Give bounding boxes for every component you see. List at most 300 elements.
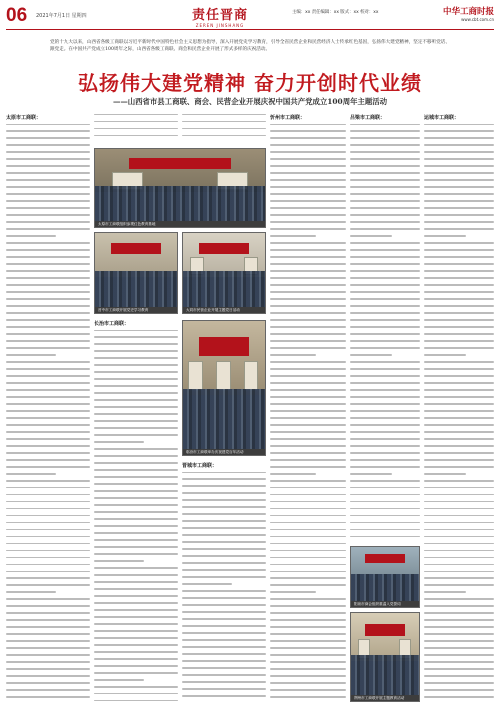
article-column-4 [270, 112, 346, 702]
section-title: 晋城市工商联： [182, 463, 218, 469]
text-line [424, 403, 494, 408]
text-line [350, 333, 420, 338]
text-line [6, 654, 90, 659]
text-line [270, 689, 346, 694]
text-line [350, 312, 420, 317]
text-line [6, 564, 90, 569]
text-line [424, 221, 494, 226]
text-line [424, 529, 494, 534]
text-line [350, 382, 420, 387]
text-line [270, 633, 346, 638]
text-line [94, 637, 178, 642]
text-line [270, 459, 346, 464]
text-line [94, 504, 178, 509]
news-photo [94, 232, 178, 314]
text-line [182, 646, 266, 651]
text-line [350, 452, 420, 457]
text-line [94, 553, 178, 558]
text-line [182, 520, 266, 525]
text-line [94, 448, 178, 453]
text-line [350, 445, 420, 450]
text-line [350, 305, 420, 310]
text-line [182, 632, 266, 637]
text-line [350, 529, 420, 534]
text-line [350, 249, 420, 254]
text-line [270, 612, 346, 617]
text-line [182, 590, 266, 595]
text-line [6, 598, 90, 603]
text-line [270, 263, 346, 268]
text-line [424, 235, 494, 240]
text-line [270, 249, 346, 254]
text-line [6, 689, 90, 694]
photo-caption: 大同市民营企业开展主题党日活动 [183, 307, 265, 313]
text-line [270, 515, 346, 520]
text-line [350, 144, 420, 149]
text-line [182, 583, 266, 588]
text-line [270, 452, 346, 457]
text-line [6, 403, 90, 408]
paper-name-en: ZEREN JINSHANG [195, 23, 245, 28]
text-line [6, 193, 90, 198]
text-line [270, 130, 346, 135]
text-line [350, 515, 420, 520]
text-line [270, 661, 346, 666]
article-column-2 [94, 112, 178, 142]
text-line [424, 172, 494, 177]
text-line [94, 588, 178, 593]
text-line [350, 508, 420, 513]
text-line [424, 654, 494, 659]
text-line [270, 522, 346, 527]
text-line [424, 319, 494, 324]
text-line [6, 529, 90, 534]
text-line [270, 438, 346, 443]
text-line [94, 700, 178, 702]
column-text [182, 114, 266, 142]
text-line [94, 532, 178, 537]
text-line [424, 347, 494, 352]
article-column-6 [424, 112, 494, 702]
text-line [6, 228, 90, 233]
text-line [424, 473, 494, 478]
text-line [350, 228, 420, 233]
text-line [350, 284, 420, 289]
text-line [270, 319, 346, 324]
text-line [6, 417, 90, 422]
text-line [94, 350, 178, 355]
text-line [94, 490, 178, 495]
text-line [94, 665, 178, 670]
text-line [424, 263, 494, 268]
text-line [6, 696, 90, 701]
text-line [270, 584, 346, 589]
news-photo [350, 612, 420, 702]
text-line [6, 619, 90, 624]
text-line [424, 137, 494, 142]
text-line [424, 354, 494, 359]
text-line [424, 361, 494, 366]
text-line [424, 584, 494, 589]
text-line [6, 158, 90, 163]
text-line [350, 396, 420, 401]
text-line [94, 378, 178, 383]
news-photo [182, 232, 266, 314]
text-line [6, 626, 90, 631]
text-line [270, 179, 346, 184]
masthead [0, 0, 500, 30]
text-line [182, 128, 266, 133]
text-line [424, 508, 494, 513]
text-line [94, 406, 178, 411]
text-line [182, 674, 266, 679]
text-line [270, 640, 346, 645]
text-line [94, 455, 178, 460]
text-line [270, 277, 346, 282]
text-line [424, 305, 494, 310]
text-line [94, 371, 178, 376]
text-line [424, 640, 494, 645]
text-line [6, 207, 90, 212]
text-line [350, 186, 420, 191]
text-line [270, 571, 346, 576]
text-line [6, 668, 90, 673]
text-line [270, 577, 346, 582]
text-line [270, 654, 346, 659]
text-line [94, 392, 178, 397]
text-line [6, 340, 90, 345]
text-line [6, 214, 90, 219]
text-line [6, 200, 90, 205]
text-line [270, 270, 346, 275]
text-line [182, 555, 266, 560]
text-line [350, 347, 420, 352]
text-line [424, 151, 494, 156]
text-line [6, 515, 90, 520]
text-line [424, 124, 494, 129]
text-line [94, 686, 178, 691]
text-line [270, 151, 346, 156]
text-line [94, 511, 178, 516]
text-line [6, 473, 90, 478]
text-line [270, 619, 346, 624]
text-line [182, 527, 266, 532]
text-line [350, 487, 420, 492]
text-line [182, 639, 266, 644]
text-line [424, 480, 494, 485]
text-line [94, 483, 178, 488]
paper-logo [185, 4, 255, 28]
article-column-2b [94, 318, 178, 702]
text-line [270, 389, 346, 394]
text-line [270, 228, 346, 233]
text-line [270, 193, 346, 198]
text-line [350, 361, 420, 366]
text-line [6, 591, 90, 596]
text-line [270, 564, 346, 569]
date-line: 2021年7月1日 星期四 [36, 13, 87, 19]
text-line [94, 385, 178, 390]
text-line [270, 396, 346, 401]
text-line [6, 647, 90, 652]
text-line [350, 389, 420, 394]
news-photo [94, 148, 266, 228]
text-line [350, 298, 420, 303]
text-line [182, 625, 266, 630]
text-line [6, 675, 90, 680]
text-line [6, 550, 90, 555]
text-line [424, 522, 494, 527]
text-line [350, 277, 420, 282]
text-line [424, 144, 494, 149]
text-line [424, 689, 494, 694]
text-line [182, 562, 266, 567]
text-line [424, 214, 494, 219]
photo-caption: 临汾市工商联举办庆祝建党百年活动 [183, 449, 265, 455]
text-line [270, 207, 346, 212]
photo-caption: 阳泉市商会组织重温入党誓词 [351, 601, 419, 607]
text-line [94, 602, 178, 607]
text-line [270, 403, 346, 408]
text-line [424, 550, 494, 555]
text-line [424, 410, 494, 415]
text-line [270, 235, 346, 240]
text-line [6, 137, 90, 142]
text-line [350, 193, 420, 198]
text-line [350, 354, 420, 359]
text-line [424, 368, 494, 373]
text-line [94, 434, 178, 439]
text-line [270, 605, 346, 610]
text-line [182, 114, 266, 119]
text-line [94, 357, 178, 362]
text-line [424, 619, 494, 624]
text-line [6, 172, 90, 177]
text-line [6, 263, 90, 268]
text-line [424, 256, 494, 261]
text-line [182, 492, 266, 497]
text-line [182, 534, 266, 539]
text-line [94, 595, 178, 600]
text-line [424, 557, 494, 562]
text-line [350, 235, 420, 240]
text-line [424, 417, 494, 422]
text-line [270, 529, 346, 534]
text-line [6, 347, 90, 352]
text-line [350, 200, 420, 205]
text-line [270, 410, 346, 415]
text-line [270, 305, 346, 310]
text-line [6, 508, 90, 513]
text-line [182, 548, 266, 553]
text-line [424, 515, 494, 520]
text-line [424, 291, 494, 296]
text-line [270, 557, 346, 562]
text-line [350, 522, 420, 527]
text-line [270, 144, 346, 149]
text-line [424, 696, 494, 701]
text-line [424, 326, 494, 331]
column-text [350, 124, 420, 543]
text-line [350, 242, 420, 247]
text-line [6, 431, 90, 436]
news-photo [182, 320, 266, 456]
text-line [6, 312, 90, 317]
text-line [350, 130, 420, 135]
text-line [94, 413, 178, 418]
text-line [424, 249, 494, 254]
text-line [182, 618, 266, 623]
text-line [182, 660, 266, 665]
text-line [94, 546, 178, 551]
text-line [94, 560, 178, 565]
text-line [350, 214, 420, 219]
text-line [182, 485, 266, 490]
text-line [424, 186, 494, 191]
text-line [350, 438, 420, 443]
text-line [6, 242, 90, 247]
text-line [270, 591, 346, 596]
text-line [424, 431, 494, 436]
text-line [270, 124, 346, 129]
text-line [270, 361, 346, 366]
text-line [270, 626, 346, 631]
text-line [6, 277, 90, 282]
article-column-1 [6, 112, 90, 702]
headline: 弘扬伟大建党精神 奋力开创时代业绩 [78, 71, 422, 95]
text-line [424, 284, 494, 289]
text-line [270, 382, 346, 387]
text-line [270, 487, 346, 492]
text-line [424, 571, 494, 576]
text-line [94, 399, 178, 404]
text-line [6, 536, 90, 541]
text-line [424, 445, 494, 450]
text-line [424, 605, 494, 610]
paper-name: 责任晋商 [191, 8, 248, 23]
text-line [350, 459, 420, 464]
text-line [424, 612, 494, 617]
photo-caption: 太原市工商联组织参观红色教育基地 [95, 221, 265, 227]
text-line [350, 375, 420, 380]
text-line [270, 186, 346, 191]
photo-caption: 朔州市工商联开展主题教育活动 [351, 695, 419, 701]
text-line [270, 431, 346, 436]
text-line [270, 445, 346, 450]
text-line [270, 312, 346, 317]
text-line [424, 277, 494, 282]
text-line [182, 667, 266, 672]
text-line [94, 693, 178, 698]
text-line [424, 389, 494, 394]
text-line [270, 696, 346, 701]
text-line [424, 396, 494, 401]
text-line [6, 130, 90, 135]
text-line [424, 298, 494, 303]
text-line [350, 165, 420, 170]
photo-caption: 晋中市工商联开展党史学习教育 [95, 307, 177, 313]
text-line [424, 333, 494, 338]
text-line [182, 681, 266, 686]
text-line [94, 525, 178, 530]
text-line [270, 473, 346, 478]
text-line [424, 158, 494, 163]
text-line [182, 653, 266, 658]
page-number: 06 [6, 5, 28, 26]
text-line [350, 431, 420, 436]
text-line [424, 165, 494, 170]
column-text [94, 114, 178, 142]
text-line [270, 214, 346, 219]
text-line [94, 128, 178, 133]
text-line [6, 151, 90, 156]
text-line [350, 291, 420, 296]
text-line [182, 688, 266, 693]
text-line [6, 291, 90, 296]
text-line [270, 340, 346, 345]
text-line [94, 679, 178, 684]
text-line [270, 480, 346, 485]
text-line [350, 256, 420, 261]
text-line [350, 137, 420, 142]
text-line [350, 207, 420, 212]
text-line [424, 466, 494, 471]
text-line [94, 623, 178, 628]
text-line [182, 576, 266, 581]
text-line [6, 487, 90, 492]
text-line [350, 151, 420, 156]
text-line [94, 616, 178, 621]
text-line [350, 158, 420, 163]
text-line [182, 135, 266, 140]
text-line [94, 441, 178, 446]
text-line [182, 121, 266, 126]
column-text [6, 124, 90, 703]
text-line [270, 536, 346, 541]
text-line [424, 340, 494, 345]
newspaper-title: 中华工商时报 [442, 7, 494, 17]
text-line [94, 539, 178, 544]
text-line [6, 612, 90, 617]
text-line [6, 501, 90, 506]
text-line [424, 459, 494, 464]
text-line [350, 124, 420, 129]
text-line [6, 605, 90, 610]
text-line [424, 200, 494, 205]
section-title: 运城市工商联： [424, 115, 460, 121]
text-line [94, 336, 178, 341]
text-line [424, 438, 494, 443]
text-line [6, 494, 90, 499]
text-line [6, 235, 90, 240]
text-line [270, 682, 346, 687]
text-line [424, 668, 494, 673]
text-line [424, 452, 494, 457]
text-line [270, 165, 346, 170]
text-line [94, 658, 178, 663]
text-line [350, 326, 420, 331]
text-line [270, 284, 346, 289]
text-line [270, 647, 346, 652]
text-line [424, 661, 494, 666]
text-line [182, 541, 266, 546]
text-line [94, 567, 178, 572]
text-line [350, 172, 420, 177]
text-line [94, 343, 178, 348]
text-line [270, 221, 346, 226]
text-line [350, 424, 420, 429]
text-line [6, 375, 90, 380]
